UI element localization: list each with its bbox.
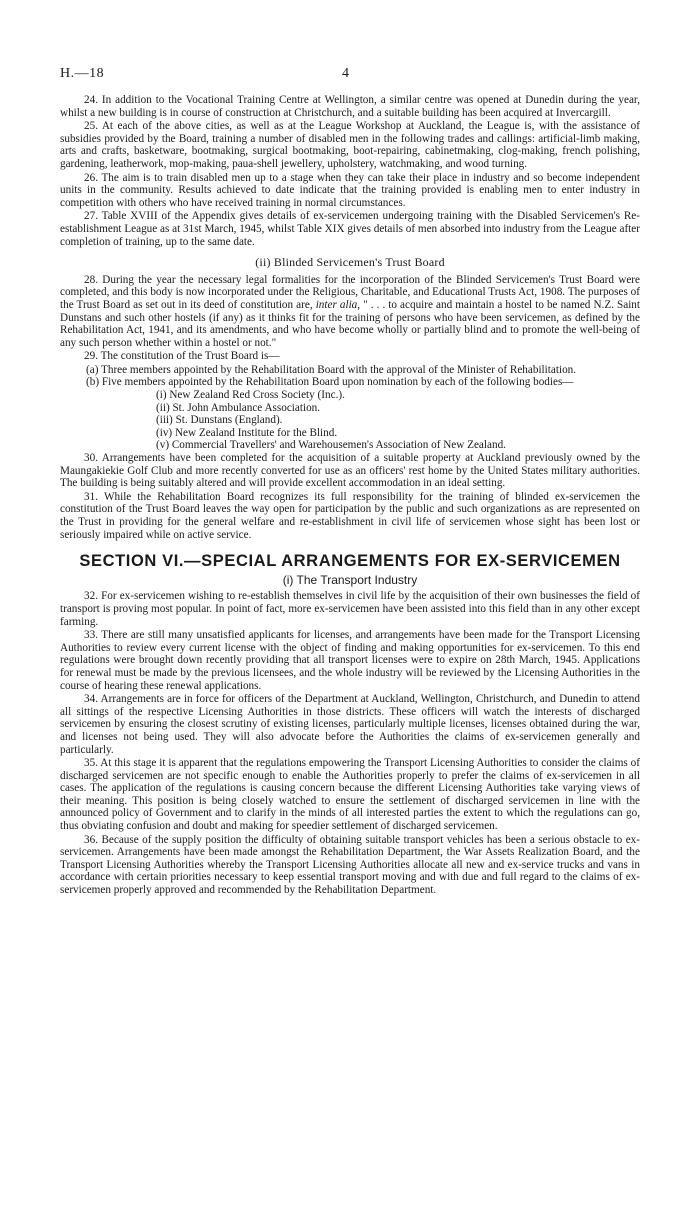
constitution-item-b: (b) Five members appointed by the Rehabilitation Board upon nomination by each of the following bodies— xyxy=(86,376,574,389)
paragraph-24: 24. In addition to the Vocational Training Centre at Wellington, a similar centre was opened at Dunedin during the year, whilst a new building is in course of construction at Christchurch, and a suitable building has been acquired at Invercargill. xyxy=(60,94,640,119)
paragraph-28-text-a: 28. During the year the necessary legal formalities for the incorporation of the Blinded Servicemen's Trust Board were completed, and this body is now incorporated under the Religious, Charitable, and Educational Trusts Act, 1908. The purposes of the Trust Board as set out in its deed of constitution are, xyxy=(60,273,640,311)
paragraph-26: 26. The aim is to train disabled men up to a stage when they can take their place in industry and so become independent units in the community. Results achieved to date indicate that the training provided is enabling men to enter industry in competition with others who have received training in normal circumstances. xyxy=(60,171,640,209)
paragraph-34: 34. Arrangements are in force for officers of the Department at Auckland, Wellington, Christchurch, and Dunedin to attend all sittings of the respective Licensing Authorities in those districts. These officers will watch the interests of discharged servicemen by ensuring the closest scrutiny of existing licenses, particularly multiple licenses, licenses obtained during the war, and licenses not being used. They will also advocate before the Authorities the claims of ex-servicemen generally and particularly. xyxy=(60,693,640,756)
page-number: 4 xyxy=(342,66,349,81)
paragraph-32: 32. For ex-servicemen wishing to re-establish themselves in civil life by the acquisition of their own businesses the field of transport is proving most popular. In point of fact, more ex-servicemen have been assisted into this field than in any other except farming. xyxy=(60,590,640,628)
document-body xyxy=(60,94,640,898)
nominating-body-5: (v) Commercial Travellers' and Warehousemen's Association of New Zealand. xyxy=(156,439,506,452)
paragraph-30: 30. Arrangements have been completed for the acquisition of a suitable property at Auckland previously owned by the Maungakiekie Golf Club and more recently converted for use as an officers' rest home by the United States military authorities. The building is being suitably altered and will provide excellent accommodation in an ideal setting. xyxy=(60,452,640,490)
transport-heading: (i) The Transport Industry xyxy=(282,572,418,587)
nominating-body-3: (iii) St. Dunstans (England). xyxy=(156,414,283,427)
section-heading: SECTION VI.—SPECIAL ARRANGEMENTS FOR EX-SERVICEMEN xyxy=(79,552,621,571)
constitution-item-a: (a) Three members appointed by the Rehabilitation Board with the approval of the Minister of Rehabilitation. xyxy=(86,363,577,376)
paragraph-28-italic: inter alia xyxy=(315,298,358,311)
nominating-body-1: (i) New Zealand Red Cross Society (Inc.). xyxy=(156,389,345,402)
blinded-trust-heading: (ii) Blinded Servicemen's Trust Board xyxy=(255,255,445,270)
paragraph-33: 33. There are still many unsatisfied applicants for licenses, and arrangements have been made for the Transport Licensing Authorities to review every current license with the object of finding and making opportunities for ex-servicemen. To this end regulations were brought down recently providing that all transport licenses were to expire on 28th March, 1945. Applications for renewal must be made by the previous licensees, and the whole industry will be reviewed by the Licensing Authorities in the course of hearing these renewal applications. xyxy=(60,629,640,692)
document-reference: H.—18 xyxy=(60,66,105,81)
paragraph-35: 35. At this stage it is apparent that the regulations empowering the Transport Licensing Authorities to consider the claims of discharged servicemen are not specific enough to enable the Authorities properly to prefer the claims of ex-servicemen in all cases. The application of the regulations is causing concern because the different Licensing Authorities take varying views of their meaning. This position is being closely watched to ensure the settlement of discharged servicemen in line with the announced policy of Government and to clarify in the minds of all interested parties the extent to which the regulations can go, thus obviating confusion and doubt and making for speedier settlement of discharged servicemen. xyxy=(60,757,640,833)
nominating-body-2: (ii) St. John Ambulance Association. xyxy=(156,401,321,414)
nominating-body-4: (iv) New Zealand Institute for the Blind. xyxy=(156,426,338,439)
paragraph-31: 31. While the Rehabilitation Board recognizes its full responsibility for the training of blinded ex-servicemen the constitution of the Trust Board leaves the way open for participation by the public and such organizations as are represented on the Trust in providing for the general welfare and re-establishment in civil life of servicemen whose sight has been lost or seriously impaired while on active service. xyxy=(60,490,640,541)
paragraph-29: 29. The constitution of the Trust Board is— xyxy=(84,350,280,363)
paragraph-36: 36. Because of the supply position the difficulty of obtaining suitable transport vehicles has been a serious obstacle to ex-servicemen. Arrangements have been made amongst the Rehabilitation Department, the War Assets Realization Board, and the Transport Licensing Authorities whereby the Transport Licensing Authorities allocate all new and ex-service trucks and vans in accordance with certain priorities necessary to keep essential transport moving and with due and full regard to the claims of ex-servicemen properly approved and recommended by the Rehabilitation Department. xyxy=(60,833,640,897)
paragraph-27: 27. Table XVIII of the Appendix gives details of ex-servicemen undergoing training with the Disabled Servicemen's Re-establishment League as at 31st March, 1945, whilst Table XIX gives details of men absorbed into industry from the League after completion of training, up to the same date. xyxy=(60,210,640,248)
paragraph-25: 25. At each of the above cities, as well as at the League Workshop at Auckland, the League is, with the assistance of subsidies provided by the Board, training a number of disabled men in the following trades and callings: artificial-limb making, arts and crafts, basketware, bootmaking, surgical bootmaking, boot-repairing, cabinetmaking, clog-making, french polishing, gardening, leatherwork, mop-making, paua-shell jewellery, upholstery, watchmaking, and wood turning. xyxy=(60,120,640,170)
paragraph-28-text-b: , " . . . to acquire and maintain a hostel to be named N.Z. Saint Dunstans and such other hostels (if any) as it thinks fit for the training of persons who have been servicemen, as defined by the Rehabilitation Act, 1941, and its amendments, and who have become wholly or partially blind and to promote the well-being of any such person whether within a hostel or not." xyxy=(60,298,640,349)
paragraph-28 xyxy=(60,274,640,350)
